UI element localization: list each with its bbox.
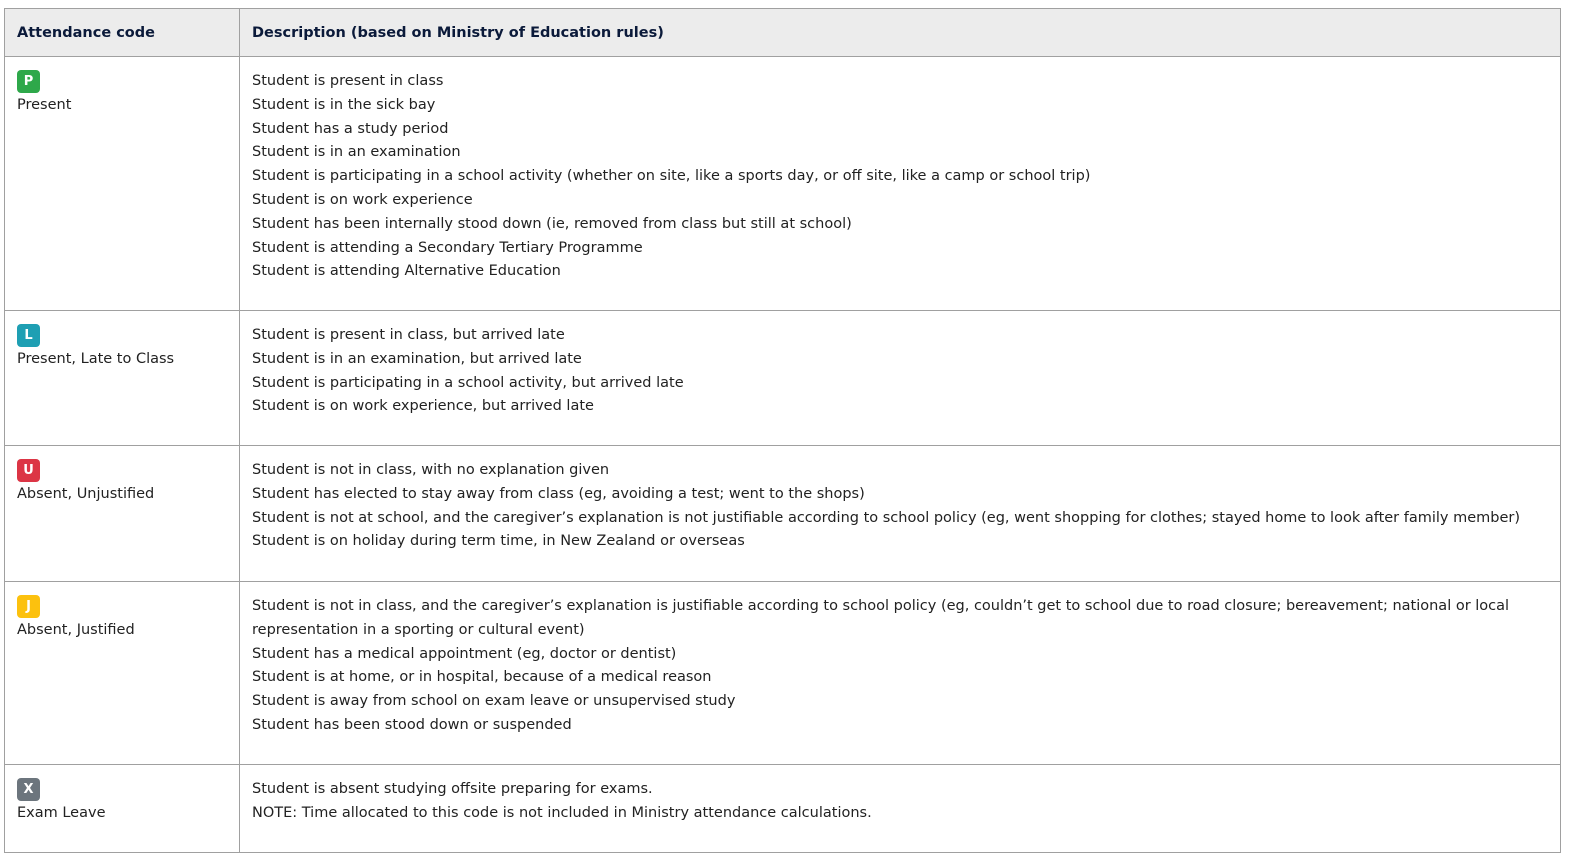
table-row <box>5 582 1561 765</box>
description-line: Student is away from school on exam leave or unsupervised study <box>252 693 736 710</box>
description-line: Student has a medical appointment (eg, doctor or dentist) <box>252 645 677 662</box>
description-list <box>252 459 1548 554</box>
description-line: Student is in the sick bay <box>252 96 436 113</box>
description-line: Student is on work experience <box>252 191 473 208</box>
description-line: Student is in an examination, but arrived late <box>252 350 582 367</box>
description-cell <box>240 765 1561 853</box>
description-list <box>252 595 1548 738</box>
attendance-code-label: Present <box>17 97 72 113</box>
attendance-code-cell <box>5 57 240 311</box>
attendance-code-badge: L <box>17 324 40 347</box>
description-line: Student is attending a Secondary Tertiary Programme <box>252 239 643 256</box>
table-row <box>5 311 1561 446</box>
attendance-code-badge: J <box>17 595 40 618</box>
description-line: Student is not in class, with no explanation given <box>252 462 610 478</box>
description-line: Student is present in class <box>252 73 444 89</box>
attendance-code-cell <box>5 765 240 853</box>
table-header-row <box>5 9 1561 57</box>
attendance-code-label: Absent, Justified <box>17 622 135 638</box>
description-line: Student has been stood down or suspended <box>252 716 572 733</box>
description-line: Student is at home, or in hospital, because of a medical reason <box>252 669 712 686</box>
description-line: Student is on holiday during term time, in New Zealand or overseas <box>252 533 745 550</box>
description-list <box>252 778 1548 826</box>
table-row <box>5 57 1561 311</box>
attendance-code-label: Present, Late to Class <box>17 351 175 367</box>
description-list <box>252 70 1548 284</box>
description-cell <box>240 582 1561 765</box>
description-line: Student is absent studying offsite preparing for exams. <box>252 781 653 797</box>
attendance-code-cell <box>5 582 240 765</box>
description-line: Student has elected to stay away from class (eg, avoiding a test; went to the shops) <box>252 485 865 502</box>
table-row <box>5 765 1561 853</box>
description-cell <box>240 311 1561 446</box>
attendance-code-label: Exam Leave <box>17 805 106 821</box>
attendance-code-cell <box>5 311 240 446</box>
table-row <box>5 446 1561 582</box>
description-cell <box>240 57 1561 311</box>
header-attendance-code: Attendance code <box>5 9 240 57</box>
description-line: Student has been internally stood down (ie, removed from class but still at school) <box>252 215 852 232</box>
attendance-code-badge: X <box>17 778 40 801</box>
attendance-code-cell <box>5 446 240 582</box>
description-line: Student is not at school, and the caregiver’s explanation is not justifiable according to school policy (eg, went shopping for clothes; stayed home to look after family member) <box>252 509 1521 526</box>
description-line: Student has a study period <box>252 120 449 137</box>
description-line: Student is on work experience, but arrived late <box>252 398 594 415</box>
description-line: Student is attending Alternative Education <box>252 263 561 280</box>
description-line: Student is not in class, and the caregiver’s explanation is justifiable according to school policy (eg, couldn’t get to school due to road closure; bereavement; national or local representation in a sporting or cultural event) <box>252 598 1510 638</box>
attendance-codes-table <box>4 8 1561 853</box>
description-list <box>252 324 1548 419</box>
description-cell <box>240 446 1561 582</box>
header-description: Description (based on Ministry of Education rules) <box>240 9 1561 57</box>
description-line: Student is participating in a school activity, but arrived late <box>252 374 684 391</box>
description-line: Student is present in class, but arrived late <box>252 327 565 343</box>
attendance-code-badge: P <box>17 70 40 93</box>
description-line: Student is participating in a school activity (whether on site, like a sports day, or off site, like a camp or school trip) <box>252 168 1091 185</box>
attendance-code-label: Absent, Unjustified <box>17 486 155 502</box>
attendance-code-badge: U <box>17 459 40 482</box>
description-line: NOTE: Time allocated to this code is not included in Ministry attendance calculations. <box>252 804 872 821</box>
description-line: Student is in an examination <box>252 144 461 161</box>
